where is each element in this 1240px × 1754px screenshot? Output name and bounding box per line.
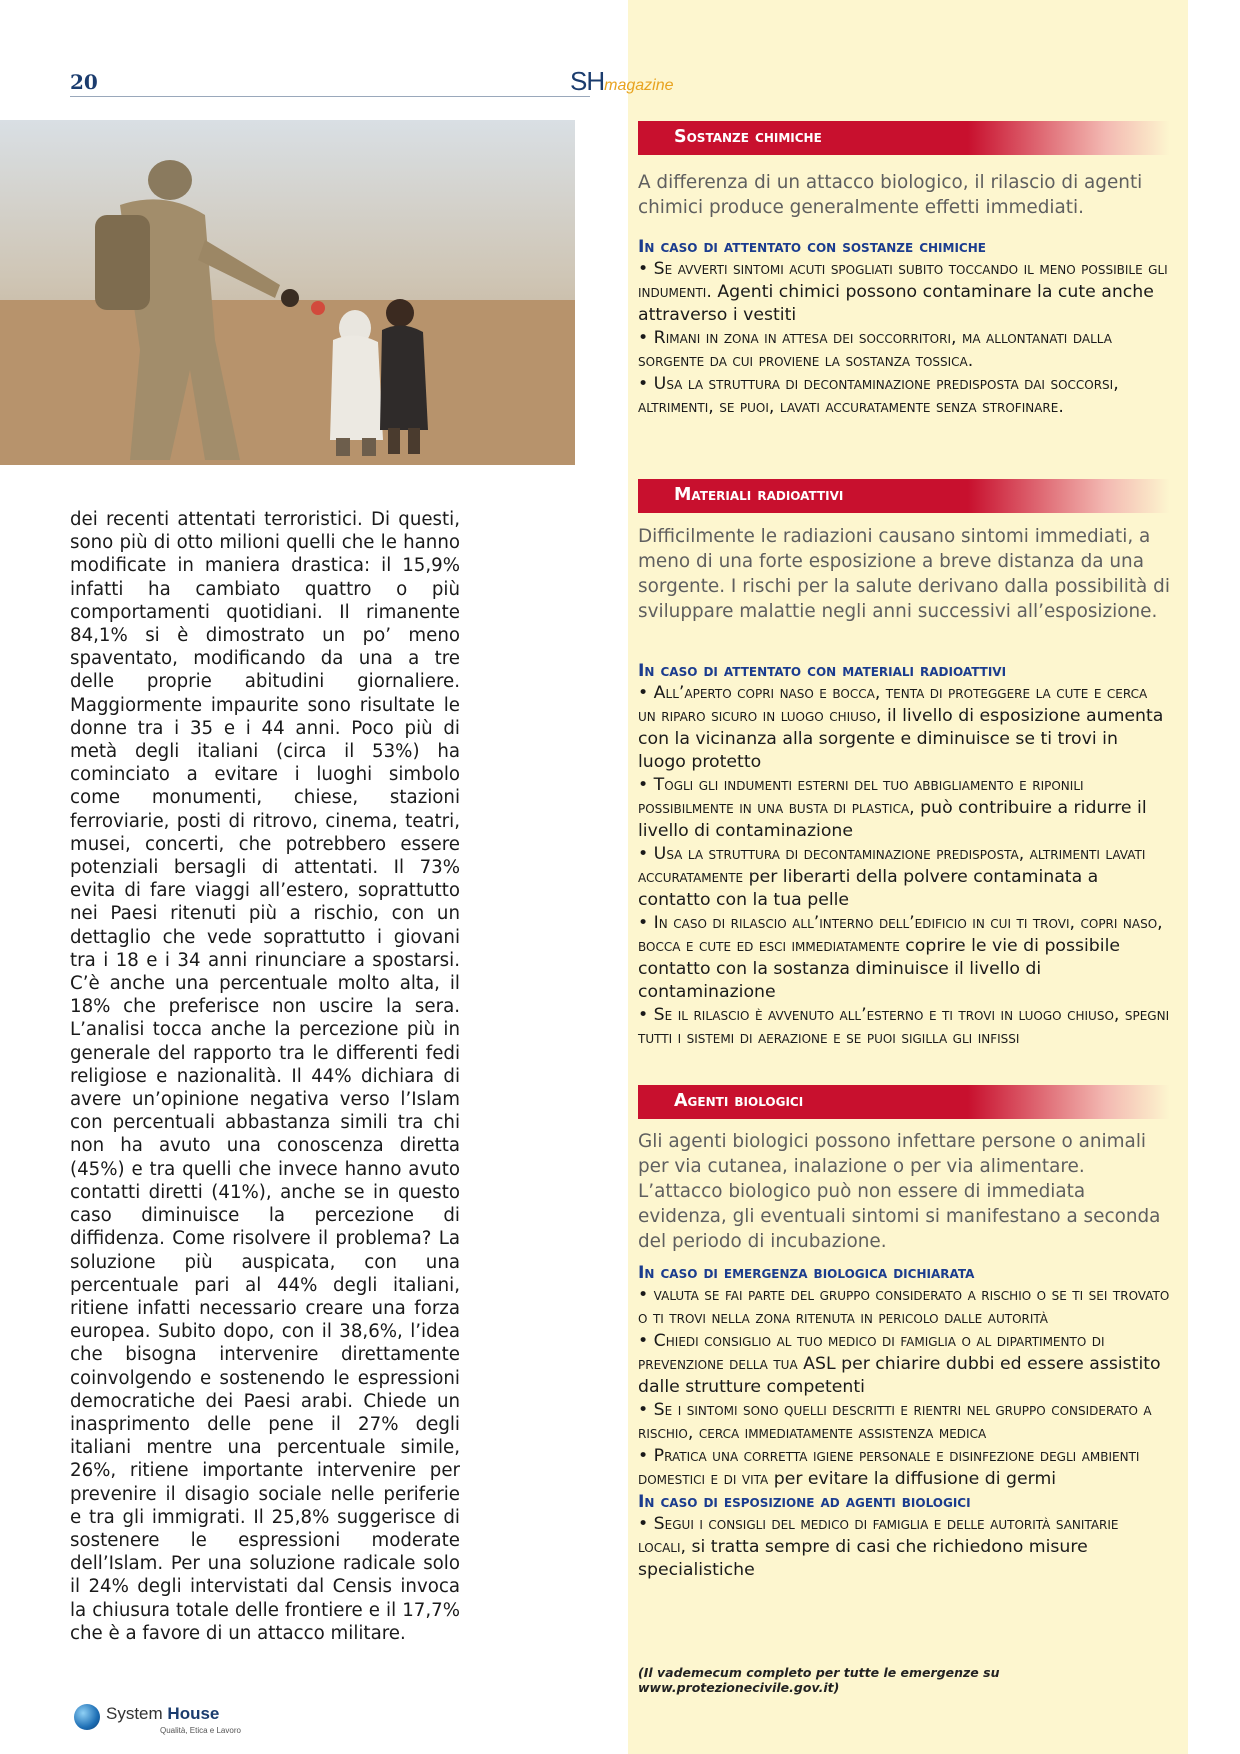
list-chemical bbox=[638, 236, 1170, 419]
section-title-biological: Agenti biologici bbox=[674, 1091, 804, 1111]
section-header-chemical bbox=[638, 121, 1170, 155]
section-title-radioactive: Materiali radioattivi bbox=[674, 485, 844, 505]
list-item: • Togli gli indumenti esterni del tuo abbigliamento e riponili possibilmente in una busta di plastica, può contribuire a ridurre il livello di contaminazione bbox=[638, 775, 1147, 841]
list-radioactive bbox=[638, 660, 1170, 1050]
logo-name: System House bbox=[106, 1704, 220, 1723]
list-item: • Usa la struttura di decontaminazione predisposta dai soccorsi, altrimenti, se puoi, lavati accuratamente senza strofinare. bbox=[638, 374, 1119, 417]
list-item: • valuta se fai parte del gruppo considerato a rischio o se ti sei trovato o ti trovi nella zona ritenuta in pericolo dalle autorità bbox=[638, 1285, 1170, 1328]
system-house-logo bbox=[74, 1700, 244, 1736]
article-body: dei recenti attentati terroristici. Di questi, sono più di otto milioni quelli che le hanno modificate in maniera drastica: il 15,9% infatti ha cambiato quattro o più comportamenti quotidiani. Il rimanente 84,1% si è dimostrato un po’ meno spaventato, modificando da una a tre delle proprie abitudini giornaliere. Maggiormente impaurite sono risultate le donne tra i 35 e i 44 anni. Poco più di metà degli italiani (circa il 53%) ha cominciato a evitare i luoghi simbolo come monumenti, chiese, stazioni ferroviarie, posti di ritrovo, cinema, teatri, musei, concerti, che potrebbero essere potenziali bersagli di attentati. Il 73% evita di fare viaggi all’estero, soprattutto nei Paesi ritenuti più a rischio, con un dettaglio che vede soprattutto i giovani tra i 18 e i 34 anni rinunciare a spostarsi. C’è anche una percentuale molto alta, il 18% che preferisce non uscire la sera. L’analisi tocca anche la percezione più in generale del rapporto tra le differenti fedi religiose e nazionalità. Il 44% dichiara di avere un’opinione negativa verso l’Islam con percentuali abbastanza simili tra chi non ha avuto una conoscenza diretta (45%) e tra quelli che invece hanno avuto contatti diretti (41%), anche se in questo caso diminuisce la percezione di diffidenza. Come risolvere il problema? La soluzione più auspicata, con una percentuale pari al 44% degli italiani, ritiene infatti necessario creare una forza europea. Subito dopo, con il 38,6%, l’idea che bisogna intervenire direttamente coinvolgendo e sostenendo le espressioni democratiche dei Paesi arabi. Chiede un inasprimento delle pene il 27% degli italiani mentre una percentuale simile, 26%, ritiene importante intervenire per prevenire il disagio sociale nelle periferie e tra gli immigrati. Il 25,8% suggerisce di sostenere le espressioni moderate dell’Islam. Per una soluzione radicale solo il 24% degli intervistati dal Censis invoca la chiusura totale delle frontiere e il 17,7% che è a favore di un attacco militare. bbox=[70, 509, 460, 1644]
page-number: 20 bbox=[70, 70, 98, 94]
list-item: • Segui i consigli del medico di famiglia e delle autorità sanitarie locali, si tratta sempre di casi che richiedono misure specialistiche bbox=[638, 1514, 1119, 1580]
subhead-radioactive: In caso di attentato con materiali radioattivi bbox=[638, 661, 1007, 681]
section-header-radioactive bbox=[638, 479, 1170, 513]
list-biological bbox=[638, 1262, 1170, 1582]
list-item: • Pratica una corretta igiene personale e disinfezione degli ambienti domestici e di vita per evitare la diffusione di germi bbox=[638, 1446, 1140, 1489]
intro-chemical: A differenza di un attacco biologico, il rilascio di agenti chimici produce generalmente effetti immediati. bbox=[638, 172, 1143, 218]
subhead-biological-exposure: In caso di esposizione ad agenti biologici bbox=[638, 1492, 971, 1512]
section-title-chemical: Sostanze chimiche bbox=[674, 127, 822, 147]
list-item: • All’aperto copri naso e bocca, tenta di proteggere la cute e cerca un riparo sicuro in luogo chiuso, il livello di esposizione aumenta con la vicinanza alla sorgente e diminuisce se ti trovi in luogo protetto bbox=[638, 683, 1164, 772]
subhead-chemical: In caso di attentato con sostanze chimiche bbox=[638, 237, 986, 257]
brand-sh: SH bbox=[570, 66, 605, 96]
list-item: • Se avverti sintomi acuti spogliati subito toccando il meno possibile gli indumenti. Agenti chimici possono contaminare la cute anche attraverso i vestiti bbox=[638, 259, 1168, 325]
logo-tagline: Qualità, Etica e Lavoro bbox=[160, 1726, 241, 1735]
list-item: • Usa la struttura di decontaminazione predisposta, altrimenti lavati accuratamente per liberarti della polvere contaminata a contatto con la tua pelle bbox=[638, 844, 1146, 910]
list-item: • Chiedi consiglio al tuo medico di famiglia o al dipartimento di prevenzione della tua ASL per chiarire dubbi ed essere assistito dalle strutture competenti bbox=[638, 1331, 1161, 1397]
list-item: • Rimani in zona in attesa dei soccorritori, ma allontanati dalla sorgente da cui proviene la sostanza tossica. bbox=[638, 328, 1112, 371]
intro-biological: Gli agenti biologici possono infettare persone o animali per via cutanea, inalazione o per via alimentare. L’attacco biologico può non essere di immediata evidenza, gli eventuali sintomi si manifestano a seconda del periodo di incubazione. bbox=[638, 1131, 1161, 1252]
footnote: (Il vademecum completo per tutte le emergenze su www.protezionecivile.gov.it) bbox=[638, 1665, 1000, 1695]
list-item: • In caso di rilascio all’interno dell’edificio in cui ti trovi, copri naso, bocca e cute ed esci immediatamente coprire le vie di possibile contatto con la sostanza diminuisce il livello di contaminazione bbox=[638, 913, 1163, 1002]
list-item: • Se il rilascio è avvenuto all’esterno e ti trovi in luogo chiuso, spegni tutti i sistemi di aerazione e se puoi sigilla gli infissi bbox=[638, 1005, 1170, 1048]
subhead-biological-emergency: In caso di emergenza biologica dichiarata bbox=[638, 1263, 975, 1283]
globe-icon bbox=[74, 1704, 100, 1730]
section-header-biological bbox=[638, 1085, 1170, 1119]
intro-radioactive: Difficilmente le radiazioni causano sintomi immediati, a meno di una forte esposizione a breve distanza da una sorgente. I rischi per la salute derivano dalla possibilità di sviluppare malattie negli anni successivi all’esposizione. bbox=[638, 526, 1170, 622]
list-item: • Se i sintomi sono quelli descritti e rientri nel gruppo considerato a rischio, cerca immediatamente assistenza medica bbox=[638, 1400, 1152, 1443]
magazine-logo bbox=[570, 66, 674, 97]
header-rule bbox=[70, 96, 590, 97]
brand-magazine: magazine bbox=[604, 77, 674, 94]
article-photo bbox=[0, 120, 575, 465]
